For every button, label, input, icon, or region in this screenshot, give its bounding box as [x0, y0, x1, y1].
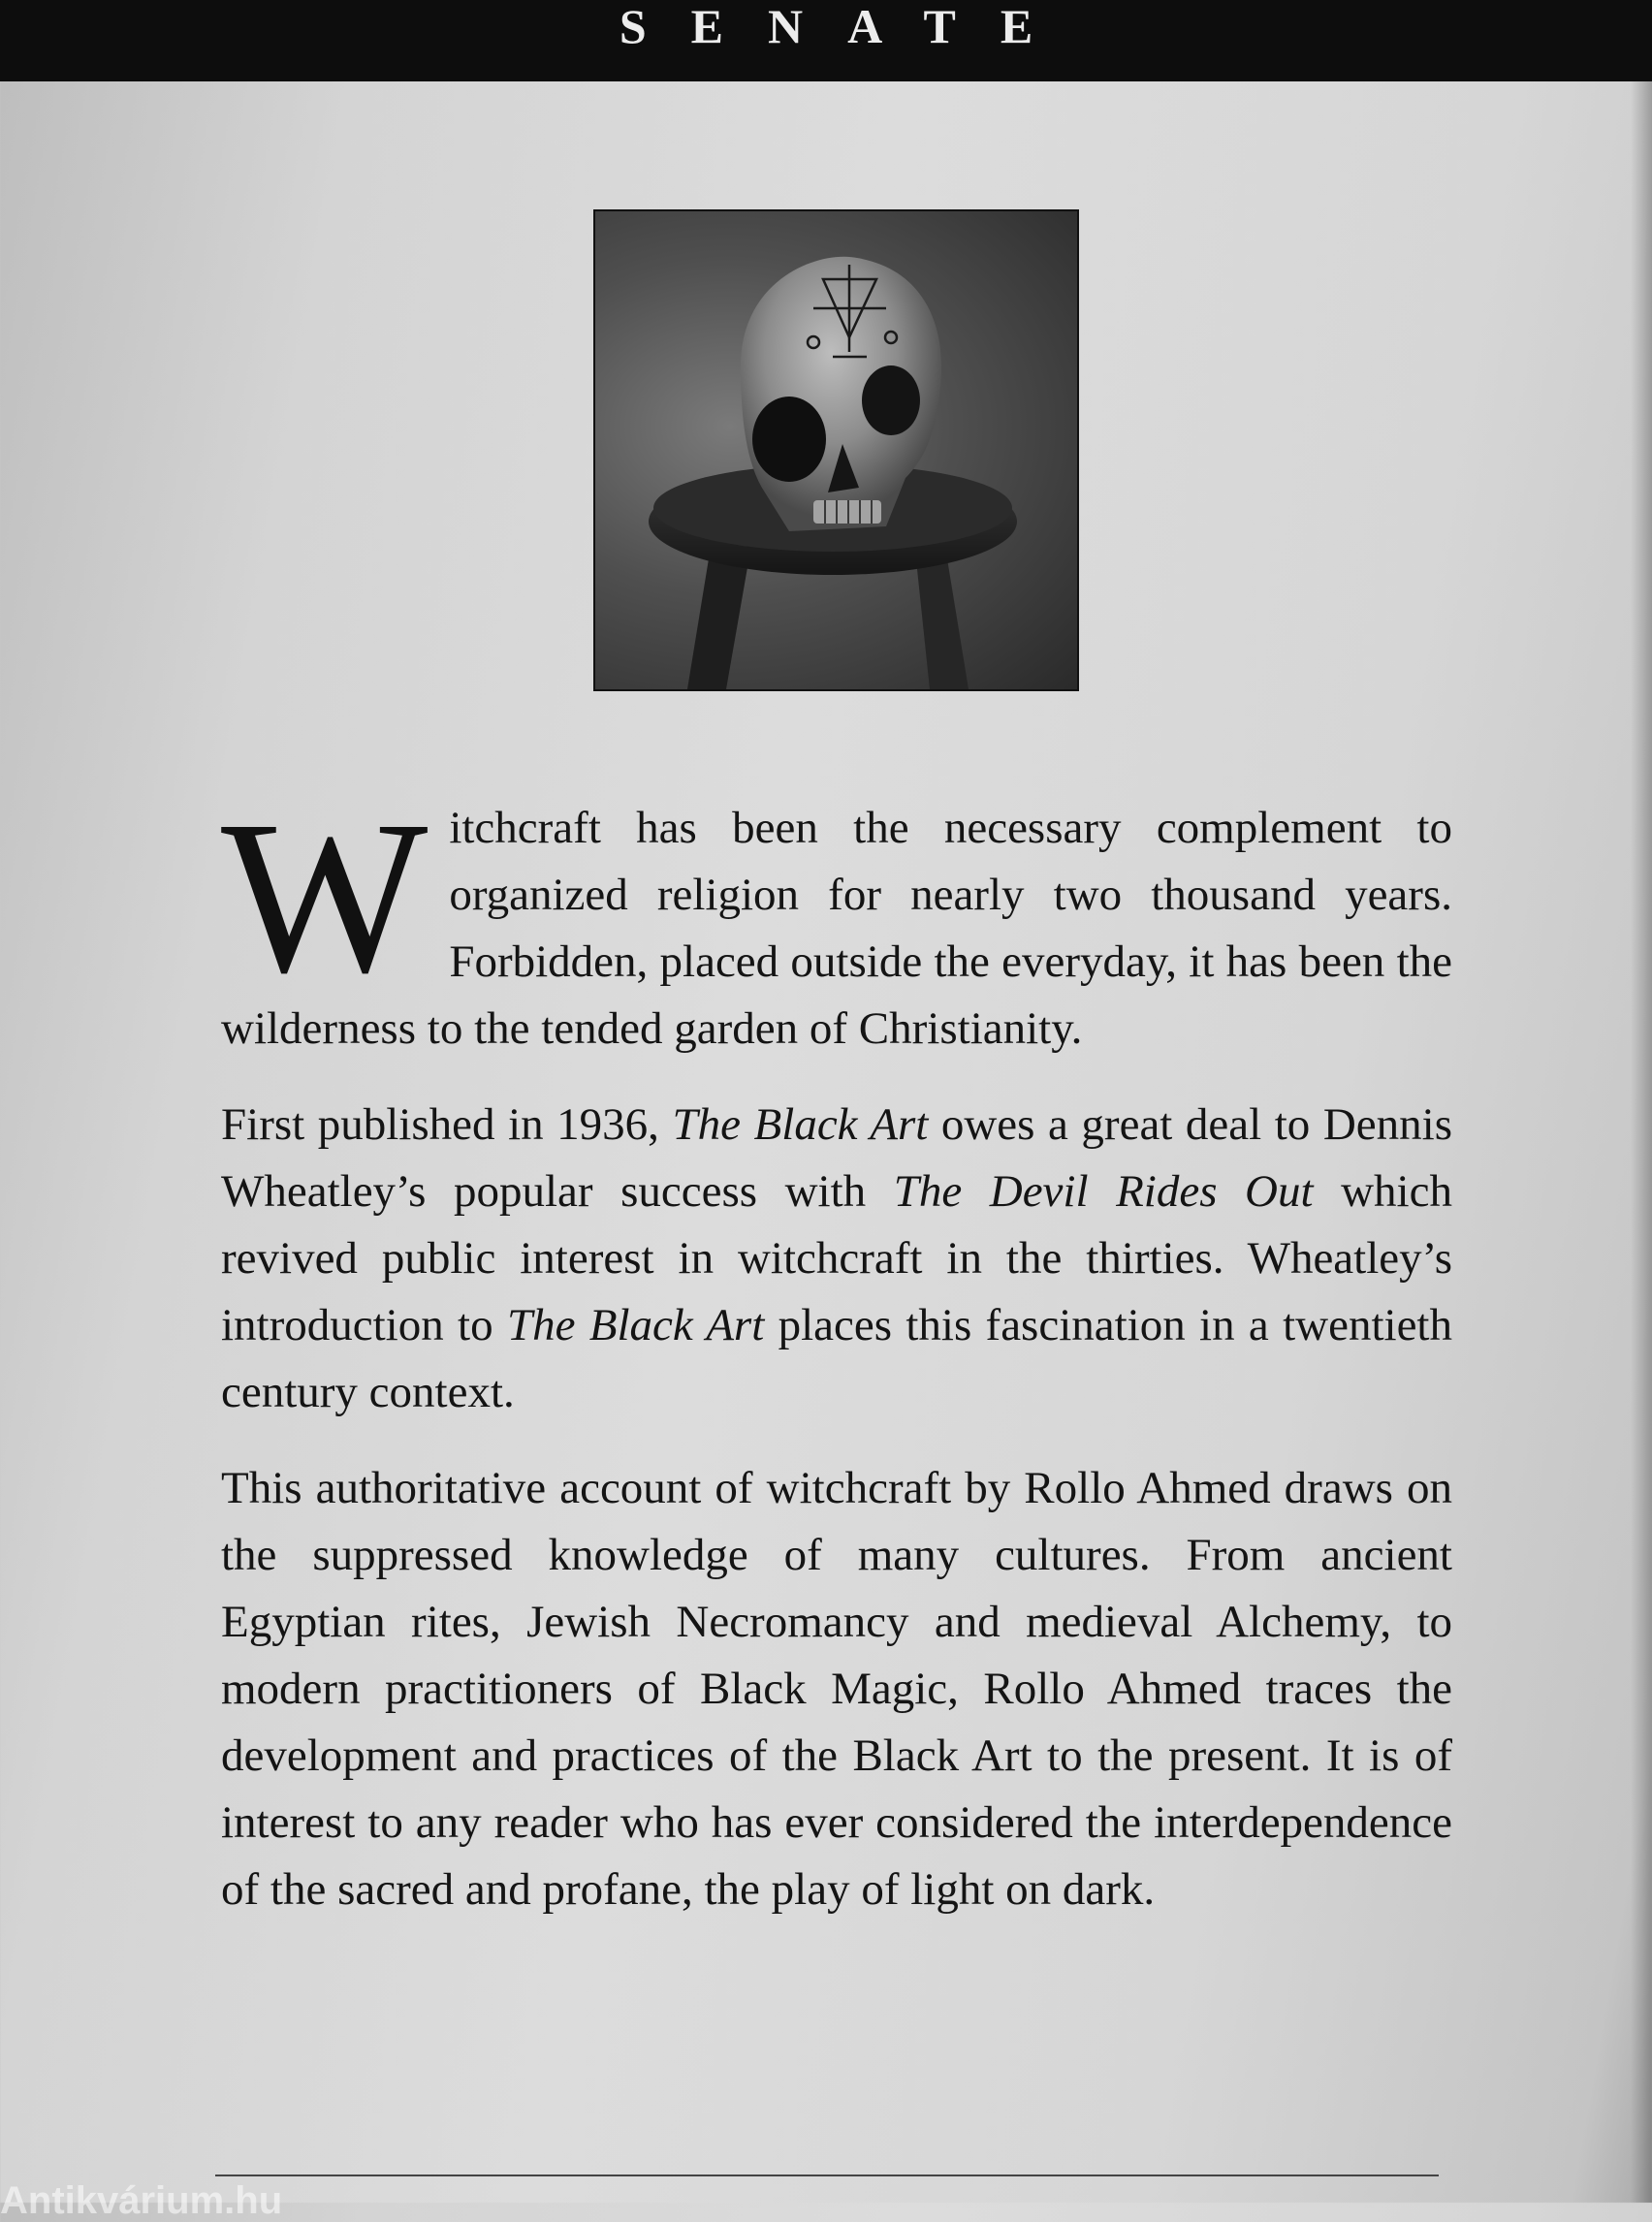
bottom-divider [215, 2174, 1439, 2176]
watermark-logo: Antikvárium.hu [0, 2179, 283, 2222]
paragraph-1-text: itchcraft has been the necessary complement to organized religion for nearly two thousand years. Forbidden, placed outside the everyday, it has been the wilderness to the tended garden of Christianity. [221, 803, 1452, 1054]
book-title-black-art-2: The Black Art [506, 1300, 765, 1350]
skull-photo [593, 209, 1079, 691]
paragraph-2-part-4: places this fascination in a twentieth century context. [221, 1300, 1452, 1417]
publisher-band [0, 0, 1652, 81]
drop-cap: W [221, 776, 429, 1018]
blurb-paragraph-2 [221, 1092, 1452, 1426]
skull-eye-left [752, 397, 826, 482]
blurb-paragraph-3 [221, 1455, 1452, 1923]
paragraph-3-text: This authoritative account of witchcraft by Rollo Ahmed draws on the suppressed knowledge of many cultures. From ancient Egyptian rites, Jewish Necromancy and medieval Alchemy, to modern practitioners of Black Magic, Rollo Ahmed traces the development and practices of the Black Art to the present. It is of interest to any reader who has ever considered the interdependence of the sacred and profane, the play of light on dark. [221, 1463, 1452, 1915]
blurb-text [221, 776, 1453, 1952]
paragraph-2-part-1: First published in 1936, [221, 1099, 673, 1150]
spine-shadow [1631, 81, 1652, 2203]
paragraph-2-part-2: owes a great deal to Dennis Wheatley’s popular success with [221, 1099, 1453, 1217]
blurb-paragraph-1 [221, 776, 1452, 1063]
skull-eye-right [862, 365, 920, 435]
skull-illustration [595, 211, 1077, 689]
book-title-black-art: The Black Art [672, 1099, 929, 1150]
publisher-name: SENATE [619, 0, 1078, 53]
paragraph-2-part-3: which revived public interest in witchcraft in the thirties. Wheatley’s introduction to [221, 1166, 1452, 1350]
book-title-devil-rides-out: The Devil Rides Out [893, 1166, 1314, 1217]
